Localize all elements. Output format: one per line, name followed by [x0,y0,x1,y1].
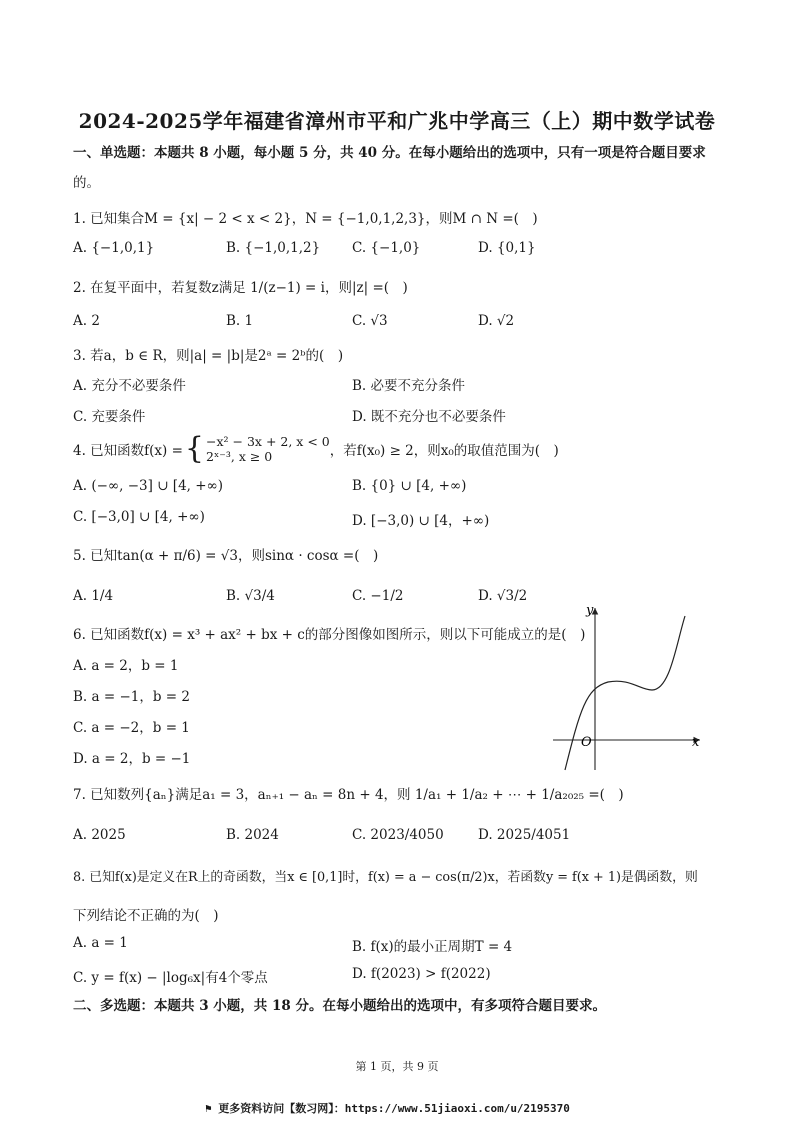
question-5-stem: 5. 已知tan(α + π/6) = √3，则sinα · cosα =( ) [73,548,379,564]
question-2-option-d: D. √2 [478,313,515,329]
question-3-option-a: A. 充分不必要条件 [73,378,186,394]
section-single-choice [73,138,723,198]
question-4-option-c: C. [−3,0] ∪ [4, +∞) [73,509,205,525]
y-axis-label: y [586,603,594,618]
question-3-option-b: B. 必要不充分条件 [352,378,466,394]
question-7-option-d: D. 2025/4051 [478,827,571,843]
question-6-option-c: C. a = −2，b = 1 [73,720,190,736]
origin-label: O [581,735,592,750]
section-single-choice-line2: 的。 [73,175,100,191]
question-1-option-b: B. {−1,0,1,2} [226,240,321,256]
question-3-stem: 3. 若a，b ∈ R，则|a| = |b|是2ᵃ = 2ᵇ的( ) [73,348,344,364]
question-4-option-b: B. {0} ∪ [4, +∞) [352,478,467,494]
question-4-piecewise [206,434,330,464]
question-1-stem: 1. 已知集合M = {x| − 2 < x < 2}，N = {−1,0,1,2,3}，则M ∩ N =( ) [73,211,538,227]
question-7-option-c: C. 2023/4050 [352,827,444,843]
question-3-option-c: C. 充要条件 [73,409,146,425]
question-1-option-c: C. {−1,0} [352,240,421,256]
question-7-stem: 7. 已知数列{aₙ}满足a₁ = 3，aₙ₊₁ − aₙ = 8n + 4，则 1/a₁ + 1/a₂ + ⋯ + 1/a₂₀₂₅ =( ) [73,787,624,803]
question-1-option-d: D. {0,1} [478,240,536,256]
question-5-option-d: D. √3/2 [478,588,528,604]
question-2-stem: 2. 在复平面中，若复数z满足 1/(z−1) = i，则|z| =( ) [73,280,408,296]
question-5-option-c: C. −1/2 [352,588,404,604]
question-8-option-a: A. a = 1 [73,935,128,951]
question-8-option-d: D. f(2023) > f(2022) [352,966,491,982]
resource-link[interactable] [205,1100,570,1116]
question-5-option-b: B. √3/4 [226,588,275,604]
section-multiple-choice: 二、多选题：本题共 3 小题，共 18 分。在每小题给出的选项中，有多项符合题目要求。 [73,998,606,1014]
page-footer: 第 1 页，共 9 页 [355,1060,439,1073]
section-single-choice-line1: 一、单选题：本题共 8 小题，每小题 5 分，共 40 分。在每小题给出的选项中，只有一项是符合题目要求 [73,145,706,161]
question-4-brace: { [184,431,205,466]
question-2-option-a: A. 2 [73,313,100,329]
question-8-option-c: C. y = f(x) − |log₆x|有4个零点 [73,970,268,986]
question-4-option-a: A. (−∞, −3] ∪ [4, +∞) [73,478,224,494]
question-8-stem-line1: 8. 已知f(x)是定义在R上的奇函数，当x ∈ [0,1]时，f(x) = a − cos(π/2)x，若函数y = f(x + 1)是偶函数，则 [73,870,698,885]
question-6-function-graph [548,600,708,775]
question-4-piece-2: 2ˣ⁻³, x ≥ 0 [206,449,273,464]
question-4-stem-suffix: ，若f(x₀) ≥ 2，则x₀的取值范围为( ) [329,443,559,459]
question-2-option-c: C. √3 [352,313,388,329]
question-7-option-b: B. 2024 [226,827,279,843]
question-6-option-d: D. a = 2，b = −1 [73,751,191,767]
page-title: 2024-2025学年福建省漳州市平和广兆中学高三（上）期中数学试卷 [78,109,716,133]
question-4-piece-1: −x² − 3x + 2, x < 0 [206,434,330,449]
question-7-option-a: A. 2025 [73,827,126,843]
x-axis-label: x [692,735,700,750]
question-8-option-b: B. f(x)的最小正周期T = 4 [352,939,513,955]
question-2-option-b: B. 1 [226,313,254,329]
question-3-option-d: D. 既不充分也不必要条件 [352,409,506,425]
question-6-option-a: A. a = 2，b = 1 [73,658,179,674]
flag-icon: ⚑ [205,1102,219,1115]
question-6-stem: 6. 已知函数f(x) = x³ + ax² + bx + c的部分图像如图所示，则以下可能成立的是( ) [73,627,586,643]
question-8-stem-line2: 下列结论不正确的为( ) [73,908,219,924]
question-6-option-b: B. a = −1，b = 2 [73,689,190,705]
resource-link-text: 更多资料访问【数习网】：https://www.51jiaoxi.com/u/2195370 [218,1102,570,1115]
question-5-option-a: A. 1/4 [73,588,114,604]
question-4-stem [73,431,559,466]
question-4-stem-prefix: 4. 已知函数f(x) = [73,443,183,459]
question-4-option-d: D. [−3,0) ∪ [4，+∞) [352,513,490,529]
question-1-option-a: A. {−1,0,1} [73,240,155,256]
